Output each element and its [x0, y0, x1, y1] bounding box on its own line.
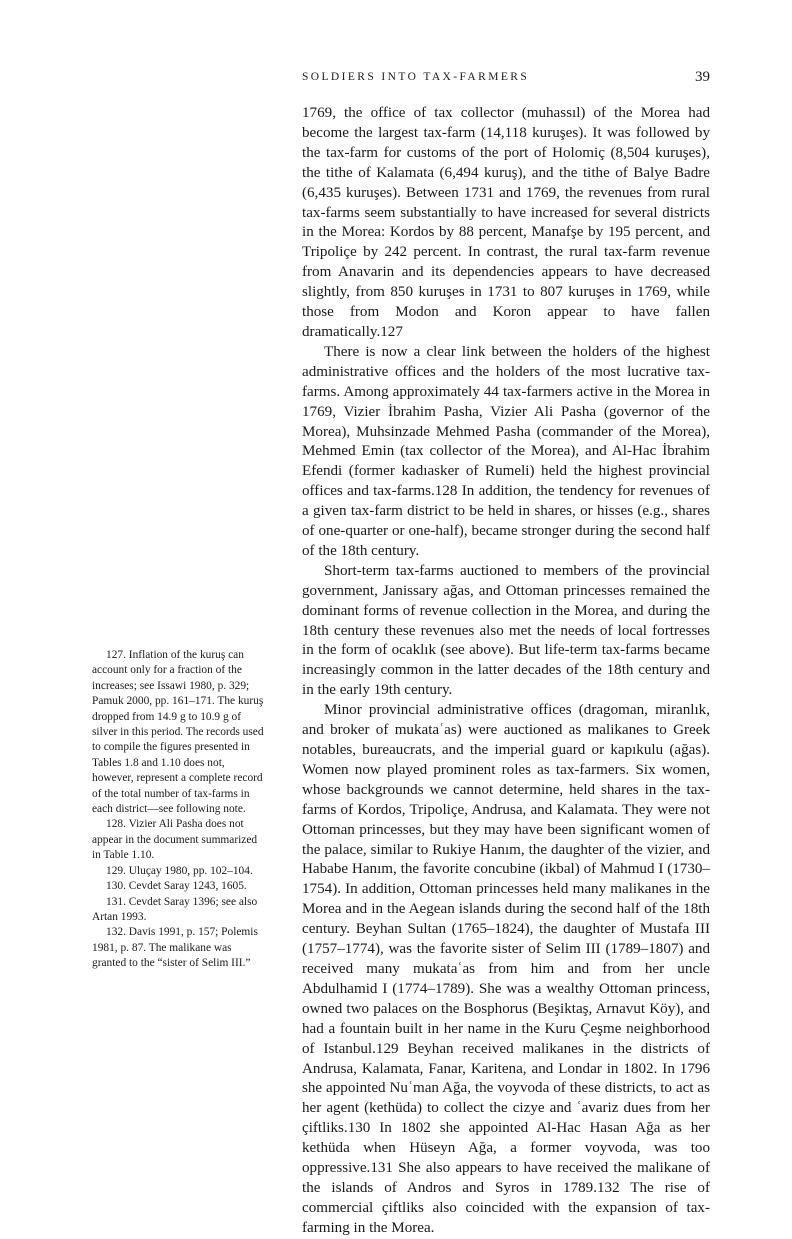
footnote: 128. Vizier Ali Pasha does not appear in the document summarized in Table 1.10.	[92, 818, 258, 862]
footnote: 129. Uluçay 1980, pp. 102–104.	[106, 864, 253, 877]
body-paragraph: 1769, the office of tax collector (muhassıl) of the Morea had become the largest tax-farm (14,118 kuruşes). It was followed by the tax-farm for customs of the port of Holomiç (8,504 kuruşes), the tithe of Kalamata (6,494 kuruş), and the tithe of Balye Badre (6,435 kuruşes). Between 1731 and 1769, the revenues from rural tax-farms seem substantially to have increased for several districts in the Morea: Kordos by 88 percent, Manafşe by 195 percent, and Tripoliçe by 242 percent. In contrast, the rural tax-farm revenue from Anavarin and its dependencies appears to have decreased slightly, from 850 kuruşes in 1731 to 807 kuruşes in 1769, while those from Modon and Koron appear to have fallen dramatically.127	[302, 105, 710, 340]
body-paragraph: Minor provincial administrative offices (dragoman, miranlık, and broker of mukataʿas) were auctioned as malikanes to Greek notables, bureaucrats, and the imperial guard or kapıkulu (ağas). Women now played prominent roles as tax-farmers. Six women, whose backgrounds we cannot determine, held shares in the tax-farms of Kordos, Tripoliçe, Andrusa, and Kalamata. They were not Ottoman princesses, but they may have been significant women of the palace, similar to Rukiye Hanım, the daughter of the vizier, and Hababe Hanım, the favorite concubine (ikbal) of Mahmud I (1730–1754). In addition, Ottoman princesses held many malikanes in the Morea and in the Aegean islands during the second half of the 18th century. Beyhan Sultan (1765–1824), the daughter of Mustafa III (1757–1774), was the favorite sister of Selim III (1789–1807) and received many mukataʿas from him and from her uncle Abdulhamid I (1774–1789). She was a wealthy Ottoman princess, owned two palaces on the Bosphorus (Beşiktaş, Arnavut Köy), and had a fountain built in her name in the Kuru Çeşme neighborhood of Istanbul.129 Beyhan received malikanes in the districts of Andrusa, Kalamata, Fanar, Karitena, and Londar in 1802. In 1796 she appointed Nuʿman Ağa, the voyvoda of these districts, to act as her agent (kethüda) to collect the cizye and ʿavariz dues from her çiftliks.130 In 1802 she appointed Al-Hac Hasan Ağa as her kethüda when Hüseyn Ağa, a former voyvoda, was too oppressive.131 She also appears to have received the malikane of the islands of Andros and Syros in 1789.132 The rise of commercial çiftliks also coincided with the expansion of tax-farming in the Morea.	[302, 702, 710, 1236]
running-head	[302, 71, 710, 89]
body-paragraph: There is now a clear link between the holders of the highest administrative offices and the holders of the most lucrative tax-farms. Among approximately 44 tax-farmers active in the Morea in 1769, Vizier İbrahim Pasha, Vizier Ali Pasha (governor of the Morea), Muhsinzade Mehmed Pasha (commander of the Morea), Mehmed Emin (tax collector of the Morea), and Al-Hac İbrahim Efendi (former kadıasker of Rumeli) held the highest provincial offices and tax-farms.128 In addition, the tendency for revenues of a given tax-farm district to be held in shares, or hisses (e.g., shares of one-quarter or one-half), became stronger during the second half of the 18th century.	[302, 343, 710, 559]
footnote: 127. Inflation of the kuruş can account only for a fraction of the increases; see Issawi 1980, p. 329; Pamuk 2000, pp. 161–171. The kuruş dropped from 14.9 g to 10.9 g of silver in this period. The records used to compile the figures presented in Tables 1.8 and 1.10 does not, however, represent a complete record of the total number of tax-farms in each district—see following note.	[92, 649, 264, 816]
footnotes	[92, 648, 266, 972]
running-title: SOLDIERS INTO TAX-FARMERS	[302, 71, 530, 83]
body-paragraph: Short-term tax-farms auctioned to members of the provincial government, Janissary ağas, and Ottoman princesses remained the dominant forms of revenue collection in the Morea, and during the 18th century these revenues also met the needs of local fortresses in the form of ocaklık (see above). But life-term tax-farms became increasingly common in the latter decades of the 18th century and in the early 19th century.	[302, 562, 710, 699]
footnote: 131. Cevdet Saray 1396; see also Artan 1993.	[92, 895, 258, 923]
page-number: 39	[695, 69, 710, 85]
body-text	[302, 104, 710, 1239]
footnote: 132. Davis 1991, p. 157; Polemis 1981, p. 87. The malikane was granted to the “sister of Selim III.”	[92, 926, 258, 970]
footnote: 130. Cevdet Saray 1243, 1605.	[106, 880, 247, 893]
